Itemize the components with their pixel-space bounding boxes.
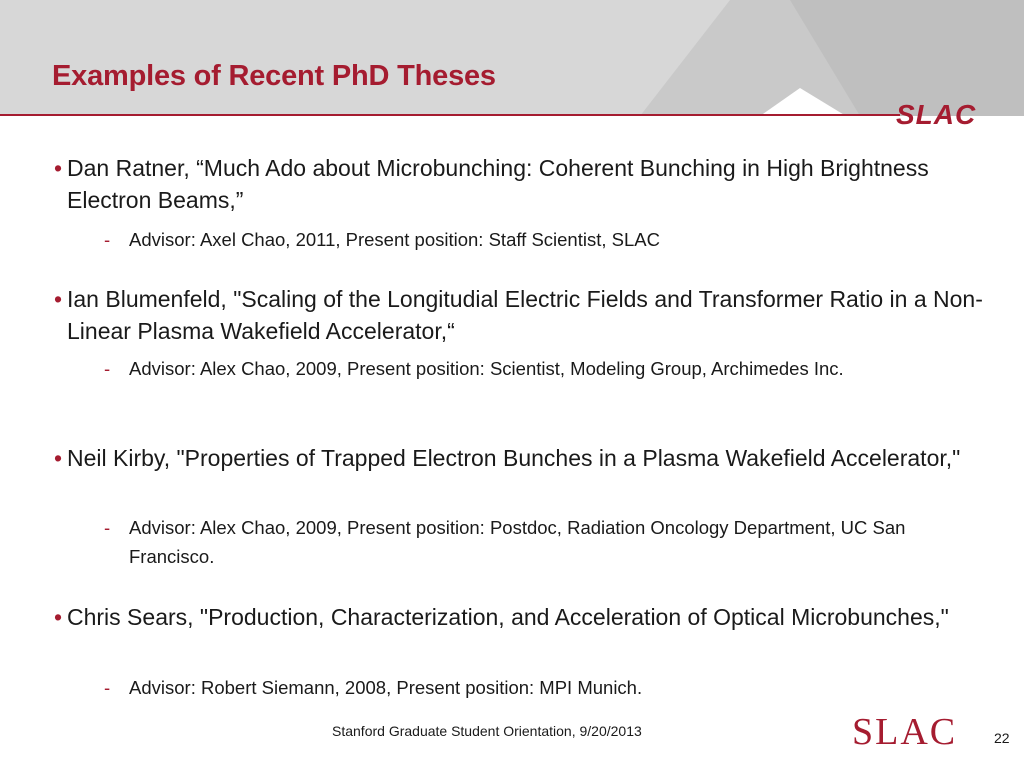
thesis-item [54,601,984,633]
dash-icon: - [104,517,111,538]
thesis-advisor [104,513,934,571]
slac-logo: SLAC [896,99,977,130]
dash-icon: - [104,677,111,698]
header-decoration [0,0,1024,116]
thesis-advisor [104,354,934,383]
bullet-icon: • [54,604,63,630]
thesis-advisor [104,673,934,702]
thesis-item [54,152,984,216]
slac-footer-logo: SLAC [852,711,958,753]
slide-title: Examples of Recent PhD Theses [52,60,496,92]
thesis-advisor [104,225,934,254]
advisor-text: Advisor: Alex Chao, 2009, Present position: Postdoc, Radiation Oncology Department, UC San Francisco. [129,517,906,567]
header-rule [0,114,900,116]
thesis-title: Ian Blumenfeld, "Scaling of the Longitudial Electric Fields and Transformer Ratio in a Non-Linear Plasma Wakefield Accelerator,“ [67,286,983,344]
bullet-icon: • [54,445,63,471]
advisor-text: Advisor: Axel Chao, 2011, Present position: Staff Scientist, SLAC [129,229,660,250]
footer-text: Stanford Graduate Student Orientation, 9/20/2013 [332,723,642,739]
advisor-text: Advisor: Alex Chao, 2009, Present position: Scientist, Modeling Group, Archimedes Inc. [129,358,844,379]
thesis-item [54,283,984,347]
bullet-icon: • [54,286,63,312]
dash-icon: - [104,229,111,250]
thesis-title: Dan Ratner, “Much Ado about Microbunching: Coherent Bunching in High Brightness Electron Beams,” [67,155,929,213]
thesis-title: Chris Sears, "Production, Characterization, and Acceleration of Optical Microbunches," [67,604,949,630]
thesis-title: Neil Kirby, "Properties of Trapped Electron Bunches in a Plasma Wakefield Accelerator," [67,445,961,471]
advisor-text: Advisor: Robert Siemann, 2008, Present position: MPI Munich. [129,677,643,698]
thesis-item [54,442,984,474]
page-number: 22 [994,730,1010,746]
bullet-icon: • [54,155,63,181]
dash-icon: - [104,358,111,379]
